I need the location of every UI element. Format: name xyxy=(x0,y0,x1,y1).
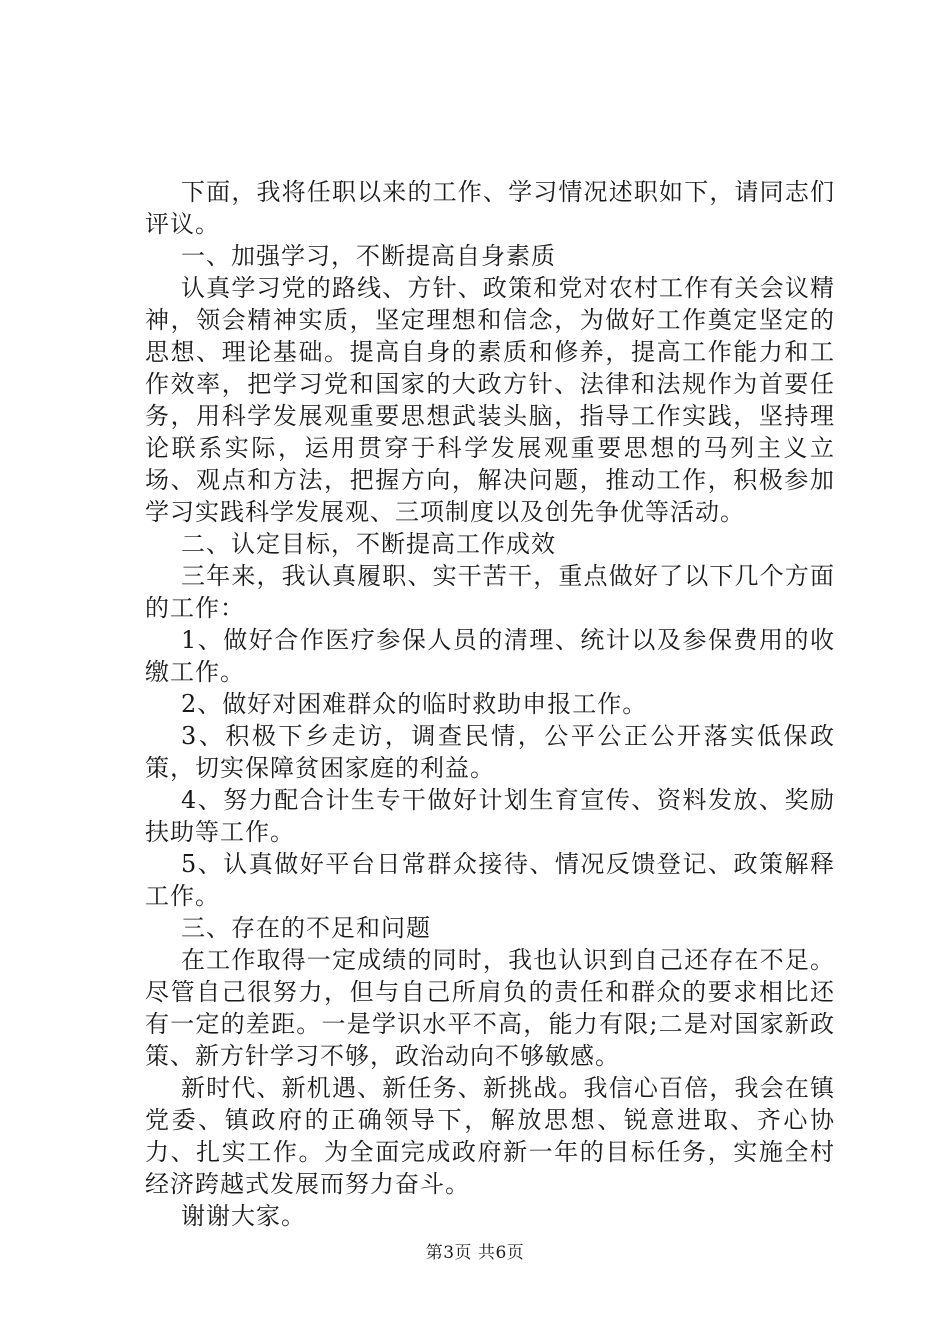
list-item-5: 5、认真做好平台日常群众接待、情况反馈登记、政策解释工作。 xyxy=(145,850,835,910)
section-heading-3: 三、存在的不足和问题 xyxy=(181,914,431,942)
page-footer xyxy=(0,1242,950,1264)
document-body xyxy=(145,176,835,1232)
paragraph-work-summary: 三年来，我认真履职、实干苦干，重点做好了以下几个方面的工作： xyxy=(145,562,835,622)
section-heading-2: 二、认定目标，不断提高工作成效 xyxy=(181,530,556,558)
list-item-1: 1、做好合作医疗参保人员的清理、统计以及参保费用的收缴工作。 xyxy=(145,626,835,686)
section-heading-1: 一、加强学习，不断提高自身素质 xyxy=(181,242,556,270)
paragraph-closing: 谢谢大家。 xyxy=(181,1202,306,1230)
list-item-3: 3、积极下乡走访，调查民情，公平公正公开落实低保政策，切实保障贫困家庭的利益。 xyxy=(145,722,835,782)
paragraph-outlook: 新时代、新机遇、新任务、新挑战。我信心百倍，我会在镇党委、镇政府的正确领导下，解放思想、锐意进取、齐心协力、扎实工作。为全面完成政府新一年的目标任务，实施全村经济跨越式发展而努力奋斗。 xyxy=(145,1074,835,1198)
list-item-2: 2、做好对困难群众的临时救助申报工作。 xyxy=(181,690,648,718)
paragraph-intro: 下面，我将任职以来的工作、学习情况述职如下，请同志们评议。 xyxy=(145,178,835,238)
paragraph-shortcomings: 在工作取得一定成绩的同时，我也认识到自己还存在不足。尽管自己很努力，但与自己所肩负的责任和群众的要求相比还有一定的差距。一是学识水平不高，能力有限;二是对国家新政策、新方针学习不够，政治动向不够敏感。 xyxy=(145,946,835,1070)
list-item-4: 4、努力配合计生专干做好计划生育宣传、资料发放、奖励扶助等工作。 xyxy=(145,786,835,846)
page-number-label: 第3页 共6页 xyxy=(425,1243,525,1263)
paragraph-study: 认真学习党的路线、方针、政策和党对农村工作有关会议精神，领会精神实质，坚定理想和信念，为做好工作奠定坚定的思想、理论基础。提高自身的素质和修养，提高工作能力和工作效率，把学习党和国家的大政方针、法律和法规作为首要任务，用科学发展观重要思想武装头脑，指导工作实践，坚持理论联系实际，运用贯穿于科学发展观重要思想的马列主义立场、观点和方法，把握方向，解决问题，推动工作，积极参加学习实践科学发展观、三项制度以及创先争优等活动。 xyxy=(145,274,835,526)
